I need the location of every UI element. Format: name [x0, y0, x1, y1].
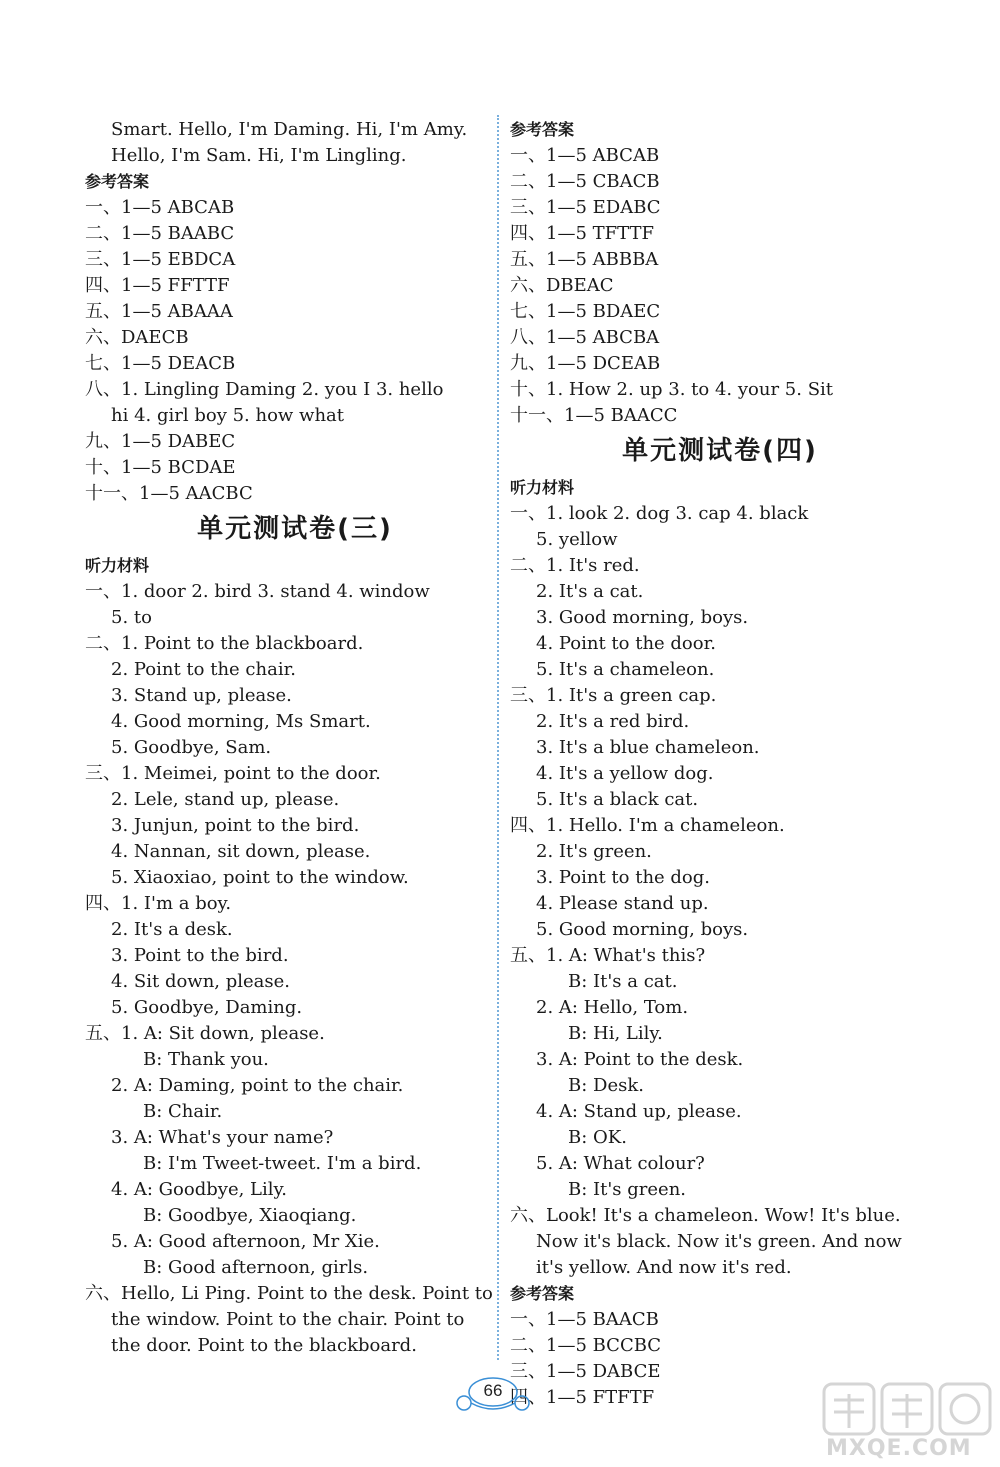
section-heading: 参考答案 — [510, 120, 575, 139]
text-line: 七、1—5 DEACB — [85, 353, 236, 374]
text-line: 一、1. look 2. dog 3. cap 4. black — [510, 503, 809, 524]
text-line: 六、DAECB — [85, 327, 189, 348]
text-line: 三、1—5 EBDCA — [85, 249, 236, 270]
text-line: 六、DBEAC — [510, 275, 614, 296]
text-line: 3. Point to the dog. — [536, 867, 711, 888]
text-line: 四、1—5 FFTTF — [85, 275, 230, 296]
watermark-logo-icon — [820, 1380, 995, 1438]
text-line: B: Desk. — [568, 1075, 644, 1096]
text-line: 三、1. It's a green cap. — [510, 685, 717, 706]
text-line: Smart. Hello, I'm Daming. Hi, I'm Amy. — [111, 119, 468, 140]
text-line: B: Hi, Lily. — [568, 1023, 663, 1044]
text-line: 十一、1—5 AACBC — [85, 483, 253, 504]
page-number: 66 — [483, 1381, 503, 1400]
text-line: 4. A: Stand up, please. — [536, 1101, 742, 1122]
text-line: 3. A: Point to the desk. — [536, 1049, 744, 1070]
text-line: 3. Junjun, point to the bird. — [111, 815, 360, 836]
left-column — [85, 117, 505, 1359]
text-line: 4. It's a yellow dog. — [536, 763, 714, 784]
column-divider — [497, 115, 499, 1360]
text-line: the door. Point to the blackboard. — [111, 1335, 417, 1356]
text-line: 4. Please stand up. — [536, 893, 709, 914]
text-line: 六、Hello, Li Ping. Point to the desk. Point to — [85, 1283, 493, 1304]
text-line: 3. A: What's your name? — [111, 1127, 334, 1148]
text-line: B: Goodbye, Xiaoqiang. — [143, 1205, 357, 1226]
text-line: 5. yellow — [536, 529, 618, 550]
text-line: 2. It's green. — [536, 841, 652, 862]
text-line: 七、1—5 BDAEC — [510, 301, 661, 322]
text-line: 二、1. It's red. — [510, 555, 640, 576]
text-line: 五、1. A: What's this? — [510, 945, 706, 966]
text-line: B: Thank you. — [143, 1049, 269, 1070]
text-line: 5. Xiaoxiao, point to the window. — [111, 867, 409, 888]
text-line: B: Chair. — [143, 1101, 223, 1122]
watermark-text: MXQE.COM — [826, 1436, 972, 1461]
text-line: 2. Lele, stand up, please. — [111, 789, 340, 810]
text-line: it's yellow. And now it's red. — [536, 1257, 792, 1278]
text-line: 四、1. I'm a boy. — [85, 893, 232, 914]
text-line: 4. A: Goodbye, Lily. — [111, 1179, 288, 1200]
text-line: 十、1—5 BCDAE — [85, 457, 236, 478]
text-line: 2. It's a desk. — [111, 919, 233, 940]
text-line: 四、1—5 FTFTF — [510, 1387, 655, 1408]
text-line: the window. Point to the chair. Point to — [111, 1309, 465, 1330]
text-line: 八、1. Lingling Daming 2. you I 3. hello — [85, 379, 444, 400]
text-line: 五、1—5 ABBBA — [510, 249, 659, 270]
section-heading: 听力材料 — [85, 556, 150, 575]
text-line: 三、1—5 DABCE — [510, 1361, 661, 1382]
text-line: 4. Good morning, Ms Smart. — [111, 711, 371, 732]
text-line: 八、1—5 ABCBA — [510, 327, 660, 348]
text-line: 六、Look! It's a chameleon. Wow! It's blue. — [510, 1205, 901, 1226]
section-heading: 参考答案 — [85, 172, 150, 191]
text-line: 三、1—5 EDABC — [510, 197, 661, 218]
text-line: 五、1. A: Sit down, please. — [85, 1023, 325, 1044]
text-line: B: It's green. — [568, 1179, 687, 1200]
text-line: B: I'm Tweet-tweet. I'm a bird. — [143, 1153, 422, 1174]
text-line: B: Good afternoon, girls. — [143, 1257, 369, 1278]
watermark-logo — [820, 1380, 995, 1465]
text-line: 二、1—5 BCCBC — [510, 1335, 662, 1356]
text-line: 4. Point to the door. — [536, 633, 716, 654]
page-number-badge — [452, 1375, 534, 1415]
text-line: 4. Sit down, please. — [111, 971, 291, 992]
text-line: 2. It's a cat. — [536, 581, 644, 602]
section-heading: 听力材料 — [510, 478, 575, 497]
text-line: 5. Goodbye, Sam. — [111, 737, 272, 758]
text-line: 3. It's a blue chameleon. — [536, 737, 760, 758]
text-line: 一、1—5 BAACB — [510, 1309, 659, 1330]
text-line: 5. to — [111, 607, 152, 628]
text-line: 一、1—5 ABCAB — [85, 197, 235, 218]
text-line: 四、1—5 TFTTF — [510, 223, 654, 244]
text-line: 十一、1—5 BAACC — [510, 405, 678, 426]
text-line: 四、1. Hello. I'm a chameleon. — [510, 815, 785, 836]
text-line: 5. It's a black cat. — [536, 789, 699, 810]
text-line: 2. It's a red bird. — [536, 711, 690, 732]
text-line: Hello, I'm Sam. Hi, I'm Lingling. — [111, 145, 407, 166]
text-line: 5. A: Good afternoon, Mr Xie. — [111, 1231, 380, 1252]
text-line: 九、1—5 DCEAB — [510, 353, 661, 374]
text-line: hi 4. girl boy 5. how what — [111, 405, 344, 426]
text-line: 二、1—5 BAABC — [85, 223, 235, 244]
right-column — [510, 117, 930, 1411]
text-line: 5. It's a chameleon. — [536, 659, 715, 680]
text-line: 3. Point to the bird. — [111, 945, 289, 966]
text-line: 5. Good morning, boys. — [536, 919, 749, 940]
section-heading: 参考答案 — [510, 1284, 575, 1303]
text-line: 五、1—5 ABAAA — [85, 301, 233, 322]
text-line: 十、1. How 2. up 3. to 4. your 5. Sit — [510, 379, 834, 400]
text-line: 2. Point to the chair. — [111, 659, 296, 680]
text-line: 九、1—5 DABEC — [85, 431, 236, 452]
text-line: 2. A: Daming, point to the chair. — [111, 1075, 404, 1096]
text-line: 一、1. door 2. bird 3. stand 4. window — [85, 581, 430, 602]
text-line: 一、1—5 ABCAB — [510, 145, 660, 166]
text-line: 3. Good morning, boys. — [536, 607, 749, 628]
text-line: 二、1. Point to the blackboard. — [85, 633, 364, 654]
text-line: 3. Stand up, please. — [111, 685, 292, 706]
text-line: B: OK. — [568, 1127, 627, 1148]
text-line: 2. A: Hello, Tom. — [536, 997, 689, 1018]
text-line: 二、1—5 CBACB — [510, 171, 660, 192]
text-line: 三、1. Meimei, point to the door. — [85, 763, 381, 784]
text-line: 4. Nannan, sit down, please. — [111, 841, 371, 862]
text-line: Now it's black. Now it's green. And now — [536, 1231, 902, 1252]
text-line: 5. A: What colour? — [536, 1153, 705, 1174]
section-title: 单元测试卷(三) — [197, 514, 393, 544]
text-line: 5. Goodbye, Daming. — [111, 997, 303, 1018]
text-line: B: It's a cat. — [568, 971, 678, 992]
section-title: 单元测试卷(四) — [622, 436, 818, 466]
